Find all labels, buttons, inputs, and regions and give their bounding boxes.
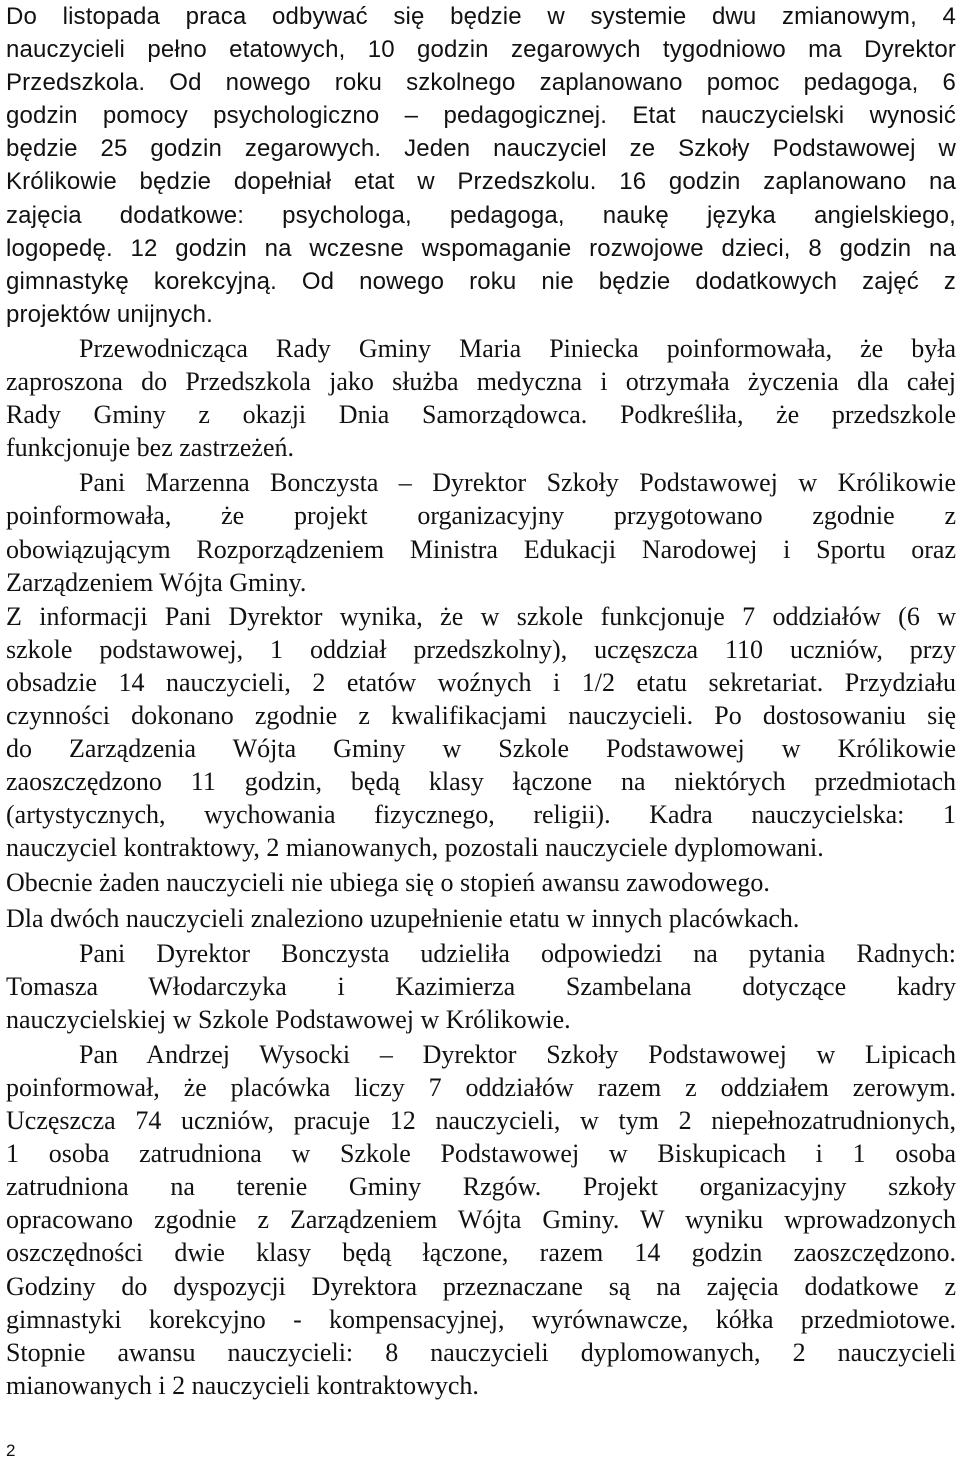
text-line: Stopnie awansu nauczycieli: 8 nauczycieli dyplomowanych, 2 nauczycieli — [6, 1337, 956, 1367]
text-line: Pani Dyrektor Bonczysta udzieliła odpowiedzi na pytania Radnych: — [79, 938, 956, 968]
text-line: projektów unijnych. — [6, 300, 213, 328]
text-line: czynności dokonano zgodnie z kwalifikacjami nauczycieli. Po dostosowaniu się — [6, 700, 956, 730]
text-line: nauczycielskiej w Szkole Podstawowej w Królikowie. — [6, 1004, 571, 1034]
text-line: Królikowie będzie dopełniał etat w Przedszkolu. 16 godzin zaplanowano na — [6, 168, 956, 196]
text-line: do Zarządzenia Wójta Gminy w Szkole Podstawowej w Królikowie — [6, 734, 956, 764]
text-line: zaproszona do Przedszkola jako służba medyczna i otrzymała życzenia dla całej — [6, 367, 956, 397]
text-line: Do listopada praca odbywać się będzie w systemie dwu zmianowym, 4 — [6, 3, 956, 30]
text-line: logopedę. 12 godzin na wczesne wspomaganie rozwojowe dzieci, 8 godzin na — [6, 234, 956, 262]
text-line: będzie 25 godzin zegarowych. Jeden nauczyciel ze Szkoły Podstawowej w — [6, 135, 956, 163]
text-line: Zarządzeniem Wójta Gminy. — [6, 567, 307, 597]
text-line: 1 osoba zatrudniona w Szkole Podstawowej w Biskupicach i 1 osoba — [6, 1139, 956, 1169]
text-line: funkcjonuje bez zastrzeżeń. — [6, 433, 295, 463]
text-line: Przedszkola. Od nowego roku szkolnego zaplanowano pomoc pedagoga, 6 — [6, 69, 956, 97]
text-line: (artystycznych, wychowania fizycznego, religii). Kadra nauczycielska: 1 — [6, 800, 956, 830]
text-line: zaoszczędzono 11 godzin, będą klasy łączone na niektórych przedmiotach — [6, 767, 956, 797]
text-line: zajęcia dodatkowe: psychologa, pedagoga, naukę języka angielskiego, — [6, 201, 956, 229]
paragraph-kindergarten-schedule — [6, 0, 956, 331]
text-line: nauczyciel kontraktowy, 2 mianowanych, pozostali nauczyciele dyplomowani. — [6, 833, 824, 863]
text-line: nauczycieli pełno etatowych, 10 godzin zegarowych tygodniowo ma Dyrektor — [6, 36, 956, 64]
text-line: Rady Gminy z okazji Dnia Samorządowca. Podkreśliła, że przedszkole — [6, 400, 956, 430]
text-line: gimnastyki korekcyjno - kompensacyjnej, wyrównawcze, kółka przedmiotowe. — [6, 1304, 956, 1334]
paragraph-employment-note — [6, 902, 956, 935]
text-line: Tomasza Włodarczyka i Kazimierza Szambelana dotyczące kadry — [6, 971, 956, 1001]
paragraph-promotion-note — [6, 866, 956, 899]
text-line: Pan Andrzej Wysocki – Dyrektor Szkoły Podstawowej w Lipicach — [79, 1039, 956, 1069]
text-line: obowiązującym Rozporządzeniem Ministra Edukacji Narodowej i Sportu oraz — [6, 534, 956, 564]
text-line: Godziny do dyspozycji Dyrektora przeznaczane są na zajęcia dodatkowe z — [6, 1271, 956, 1301]
text-line: oszczędności dwie klasy będą łączone, razem 14 godzin zaoszczędzono. — [6, 1238, 956, 1268]
paragraph-bonczysta-report — [6, 466, 956, 598]
text-line: Dla dwóch nauczycieli znaleziono uzupełnienie etatu w innych placówkach. — [6, 903, 800, 933]
text-line: poinformowała, że projekt organizacyjny przygotowano zgodnie z — [6, 501, 956, 531]
text-line: mianowanych i 2 nauczycieli kontraktowych. — [6, 1370, 479, 1400]
text-line: Obecnie żaden nauczycieli nie ubiega się o stopień awansu zawodowego. — [6, 868, 770, 898]
document-page — [6, 0, 956, 1402]
paragraph-school-statistics — [6, 600, 956, 865]
paragraph-answers-to-councillors — [6, 937, 956, 1036]
paragraph-wysocki-report — [6, 1038, 956, 1402]
text-line: Przewodnicząca Rady Gminy Maria Piniecka poinformowała, że była — [79, 333, 956, 363]
text-line: Z informacji Pani Dyrektor wynika, że w szkole funkcjonuje 7 oddziałów (6 w — [6, 601, 956, 631]
text-line: godzin pomocy psychologiczno – pedagogicznej. Etat nauczycielski wynosić — [6, 102, 956, 130]
page-number: 2 — [6, 1441, 16, 1460]
text-line: zatrudniona na terenie Gminy Rzgów. Projekt organizacyjny szkoły — [6, 1172, 956, 1202]
text-line: gimnastykę korekcyjną. Od nowego roku nie będzie dodatkowych zajęć z — [6, 267, 956, 295]
text-line: opracowano zgodnie z Zarządzeniem Wójta Gminy. W wyniku wprowadzonych — [6, 1205, 956, 1235]
text-line: szkole podstawowej, 1 oddział przedszkolny), uczęszcza 110 uczniów, przy — [6, 634, 956, 664]
text-line: obsadzie 14 nauczycieli, 2 etatów woźnych i 1/2 etatu sekretariat. Przydziału — [6, 667, 956, 697]
text-line: Pani Marzenna Bonczysta – Dyrektor Szkoły Podstawowej w Królikowie — [79, 468, 956, 498]
text-line: Uczęszcza 74 uczniów, pracuje 12 nauczycieli, w tym 2 niepełnozatrudnionych, — [6, 1106, 956, 1136]
text-line: poinformował, że placówka liczy 7 oddziałów razem z oddziałem zerowym. — [6, 1073, 956, 1102]
paragraph-council-chair — [6, 332, 956, 464]
